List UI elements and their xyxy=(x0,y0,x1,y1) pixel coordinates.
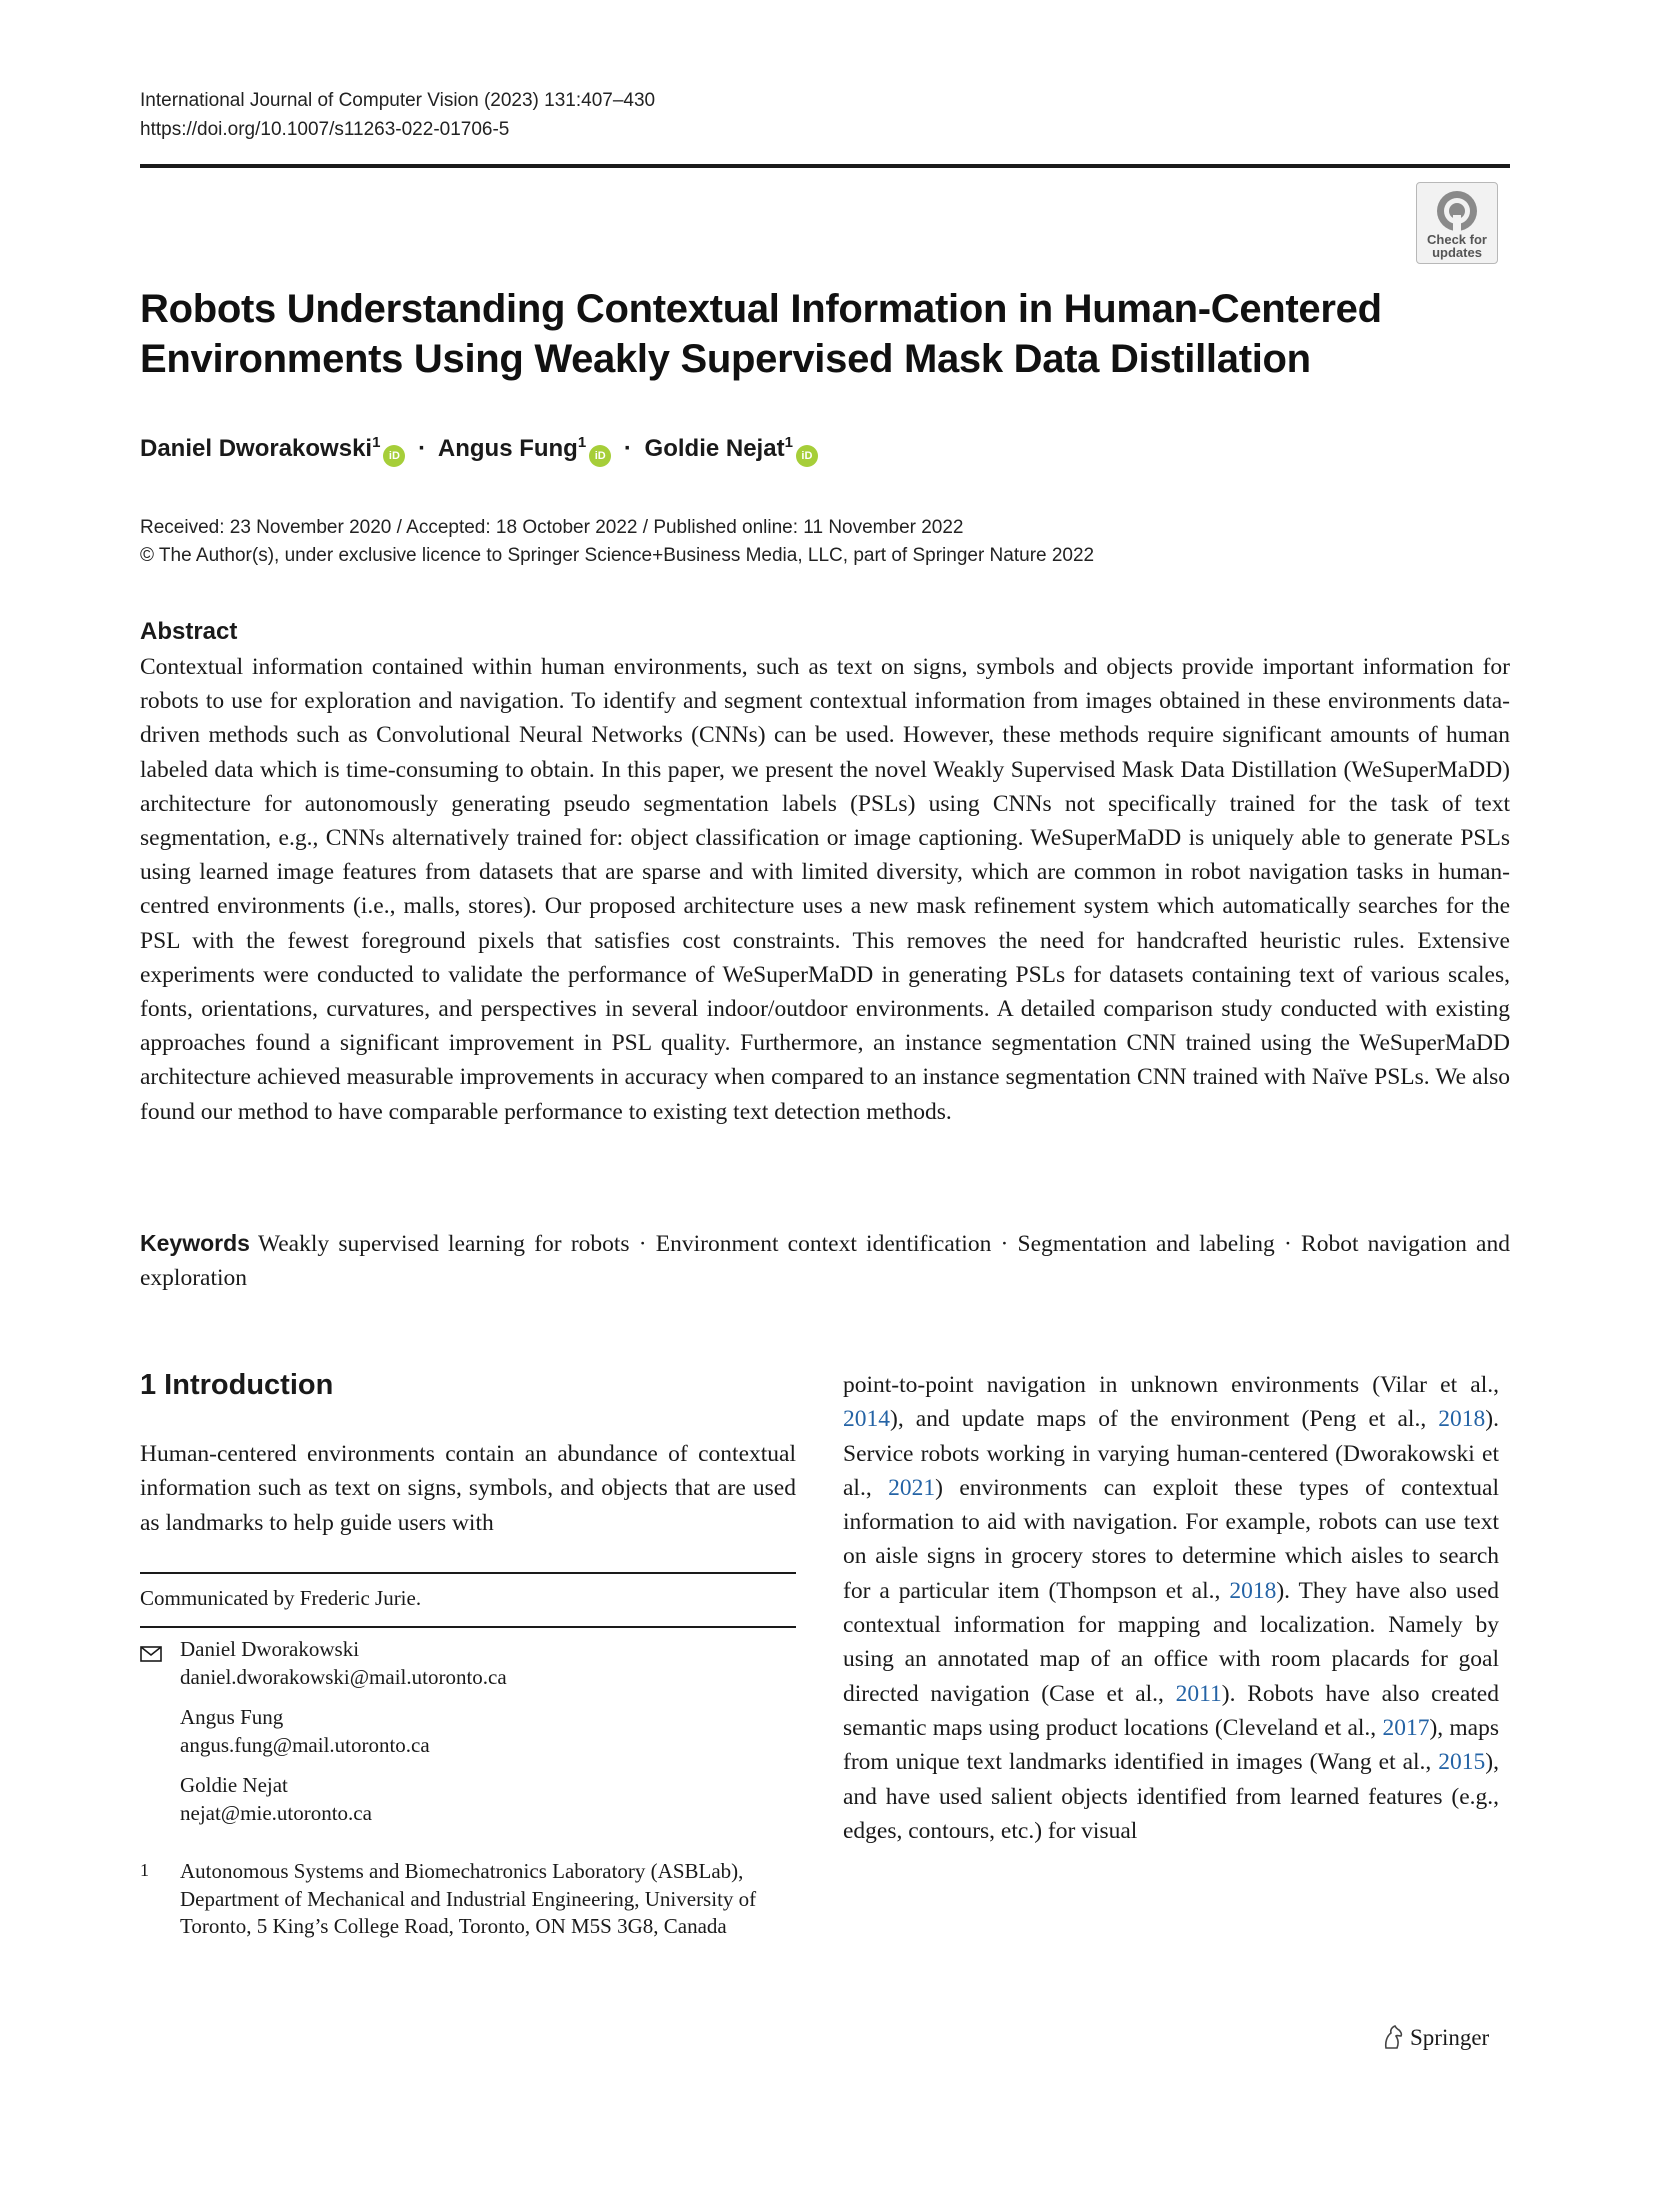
contact-email[interactable]: nejat@mie.utoronto.ca xyxy=(180,1800,372,1825)
contact-email[interactable]: angus.fung@mail.utoronto.ca xyxy=(180,1732,430,1757)
publication-dates: Received: 23 November 2020 / Accepted: 18 October 2022 / Published online: 11 November 2022 xyxy=(140,517,964,538)
body-text: ). Robots have also created semantic maps using product locations (Cleveland et al., xyxy=(843,1680,1499,1741)
citation-link[interactable]: 2015 xyxy=(1438,1749,1486,1776)
contact-name: Goldie Nejat xyxy=(180,1773,288,1797)
body-text: ). Service robots working in varying human-centered (Dworakowski et al., xyxy=(843,1406,1499,1501)
author-separator: · xyxy=(623,435,632,462)
header-rule xyxy=(140,164,1510,168)
affiliation-text: Autonomous Systems and Biomechatronics Laboratory (ASBLab), Department of Mechanical and Industrial Engineering, University of Toronto, 5 King’s College Road, Toronto, ON M5S 3G8, Canada xyxy=(180,1859,757,1938)
keywords-label: Keywords xyxy=(140,1230,250,1256)
springer-horse-icon xyxy=(1382,2024,1404,2050)
keywords xyxy=(140,1226,1510,1296)
author-affil-mark: 1 xyxy=(577,434,587,451)
body-text: ), maps from unique text landmarks identified in images (Wang et al., xyxy=(843,1714,1499,1776)
body-text: ) environments can exploit these types of contextual information to aid with navigation. For example, robots can use text on aisle signs in grocery stores to determine which aisles to search for a particular item (Thompson et al., xyxy=(843,1474,1499,1604)
check-for-updates-badge[interactable] xyxy=(1416,182,1498,264)
abstract-text: Contextual information contained within human environments, such as text on signs, symbols and objects provide important information for robots to use for exploration and navigation. To identify and segment contextual information from images obtained in these environments data-driven methods such as Convolutional Neural Networks (CNNs) can be used. However, these methods require significant amounts of human labeled data which is time-consuming to obtain. In this paper, we present the novel Weakly Supervised Mask Data Distillation (WeSuperMaDD) architecture for autonomously generating pseudo segmentation labels (PSLs) using CNNs not specifically trained for the task of text segmentation, e.g., CNNs alternatively trained for: object classification or image captioning. WeSuperMaDD is uniquely able to generate PSLs using learned image features from datasets that are sparse and with limited diversity, which are common in robot navigation tasks in human-centred environments (i.e., malls, stores). Our proposed architecture uses a new mask refinement system which automatically searches for the PSL with the fewest foreground pixels that satisfies cost constraints. This removes the need for handcrafted heuristic rules. Extensive experiments were conducted to validate the performance of WeSuperMaDD in generating PSLs for datasets containing text of various scales, fonts, orientations, curvatures, and perspectives in several indoor/outdoor environments. A detailed comparison study conducted with existing approaches found a significant improvement in PSL quality. Furthermore, an instance segmentation CNN trained using the WeSuperMaDD architecture achieved measurable improvements in accuracy when compared to an instance segmentation CNN trained with Naïve PSLs. We also found our method to have comparable performance to existing text detection methods. xyxy=(140,654,1510,1125)
badge-line-2: updates xyxy=(1432,245,1482,260)
orcid-icon[interactable]: iD xyxy=(796,445,818,467)
author-name: Daniel Dworakowski xyxy=(140,435,373,462)
publication-info xyxy=(140,514,1094,570)
contact-name: Daniel Dworakowski xyxy=(180,1637,360,1661)
citation-link[interactable]: 2011 xyxy=(1175,1680,1222,1707)
badge-line-1: Check for xyxy=(1427,232,1487,247)
contact-entry xyxy=(180,1636,507,1691)
citation-link[interactable]: 2021 xyxy=(888,1474,936,1501)
author-contacts xyxy=(180,1636,507,1840)
citation-link[interactable]: 2014 xyxy=(843,1406,890,1433)
crossmark-icon xyxy=(1435,189,1479,233)
citation-link[interactable]: 2018 xyxy=(1229,1577,1277,1604)
intro-paragraph-left: Human-centered environments contain an abundance of contextual information such as text on signs, symbols, and objects that are used as landmarks to help guide users with xyxy=(140,1441,796,1536)
envelope-icon xyxy=(140,1646,162,1662)
author-separator: · xyxy=(418,435,427,462)
author-name: Angus Fung xyxy=(437,435,578,462)
author-list xyxy=(140,432,818,467)
paper-title: Robots Understanding Contextual Information in Human-Centered Environments Using Weakly Supervised Mask Data Distillation xyxy=(140,287,1382,381)
footnote-rule-top xyxy=(140,1572,796,1574)
contact-email[interactable]: daniel.dworakowski@mail.utoronto.ca xyxy=(180,1664,507,1689)
communicated-by: Communicated by Frederic Jurie. xyxy=(140,1586,422,1610)
doi-link[interactable]: https://doi.org/10.1007/s11263-022-01706-5 xyxy=(140,119,510,140)
section-heading-introduction: 1 Introduction xyxy=(140,1369,334,1401)
footnote-rule-bottom xyxy=(140,1626,796,1628)
citation-link[interactable]: 2018 xyxy=(1438,1406,1486,1433)
publisher-logo xyxy=(1382,2023,1489,2053)
body-text: ), and update maps of the environment (Peng et al., xyxy=(890,1406,1439,1433)
body-text: point-to-point navigation in unknown environments (Vilar et al., xyxy=(843,1372,1499,1398)
author-affil-mark: 1 xyxy=(784,434,793,451)
orcid-icon[interactable]: iD xyxy=(383,445,405,467)
orcid-icon[interactable]: iD xyxy=(589,445,611,467)
citation-link[interactable]: 2017 xyxy=(1382,1714,1430,1741)
running-header xyxy=(140,86,1510,144)
author-name: Goldie Nejat xyxy=(644,435,785,462)
affiliation-number: 1 xyxy=(140,1860,149,1880)
body-text: ). They have also used contextual information for mapping and localization. Namely by using an annotated map of an office with room placards for goal directed navigation (Case et al., xyxy=(843,1577,1499,1707)
author-affil-mark: 1 xyxy=(372,434,381,451)
body-text: ), and have used salient objects identified from learned features (e.g., edges, contours, etc.) for visual xyxy=(843,1749,1499,1844)
contact-entry xyxy=(180,1704,507,1759)
contact-name: Angus Fung xyxy=(180,1705,284,1729)
contact-entry xyxy=(180,1772,507,1827)
copyright-notice: © The Author(s), under exclusive licence to Springer Science+Business Media, LLC, part of Springer Nature 2022 xyxy=(140,545,1095,566)
journal-citation: International Journal of Computer Vision (2023) 131:407–430 xyxy=(140,90,656,111)
abstract-heading: Abstract xyxy=(140,618,238,645)
keywords-text: Weakly supervised learning for robots · Environment context identification · Segmentation and labeling · Robot navigation and exploration xyxy=(140,1231,1510,1292)
intro-paragraph-right xyxy=(843,1368,1499,1848)
publisher-name: Springer xyxy=(1410,2025,1490,2050)
